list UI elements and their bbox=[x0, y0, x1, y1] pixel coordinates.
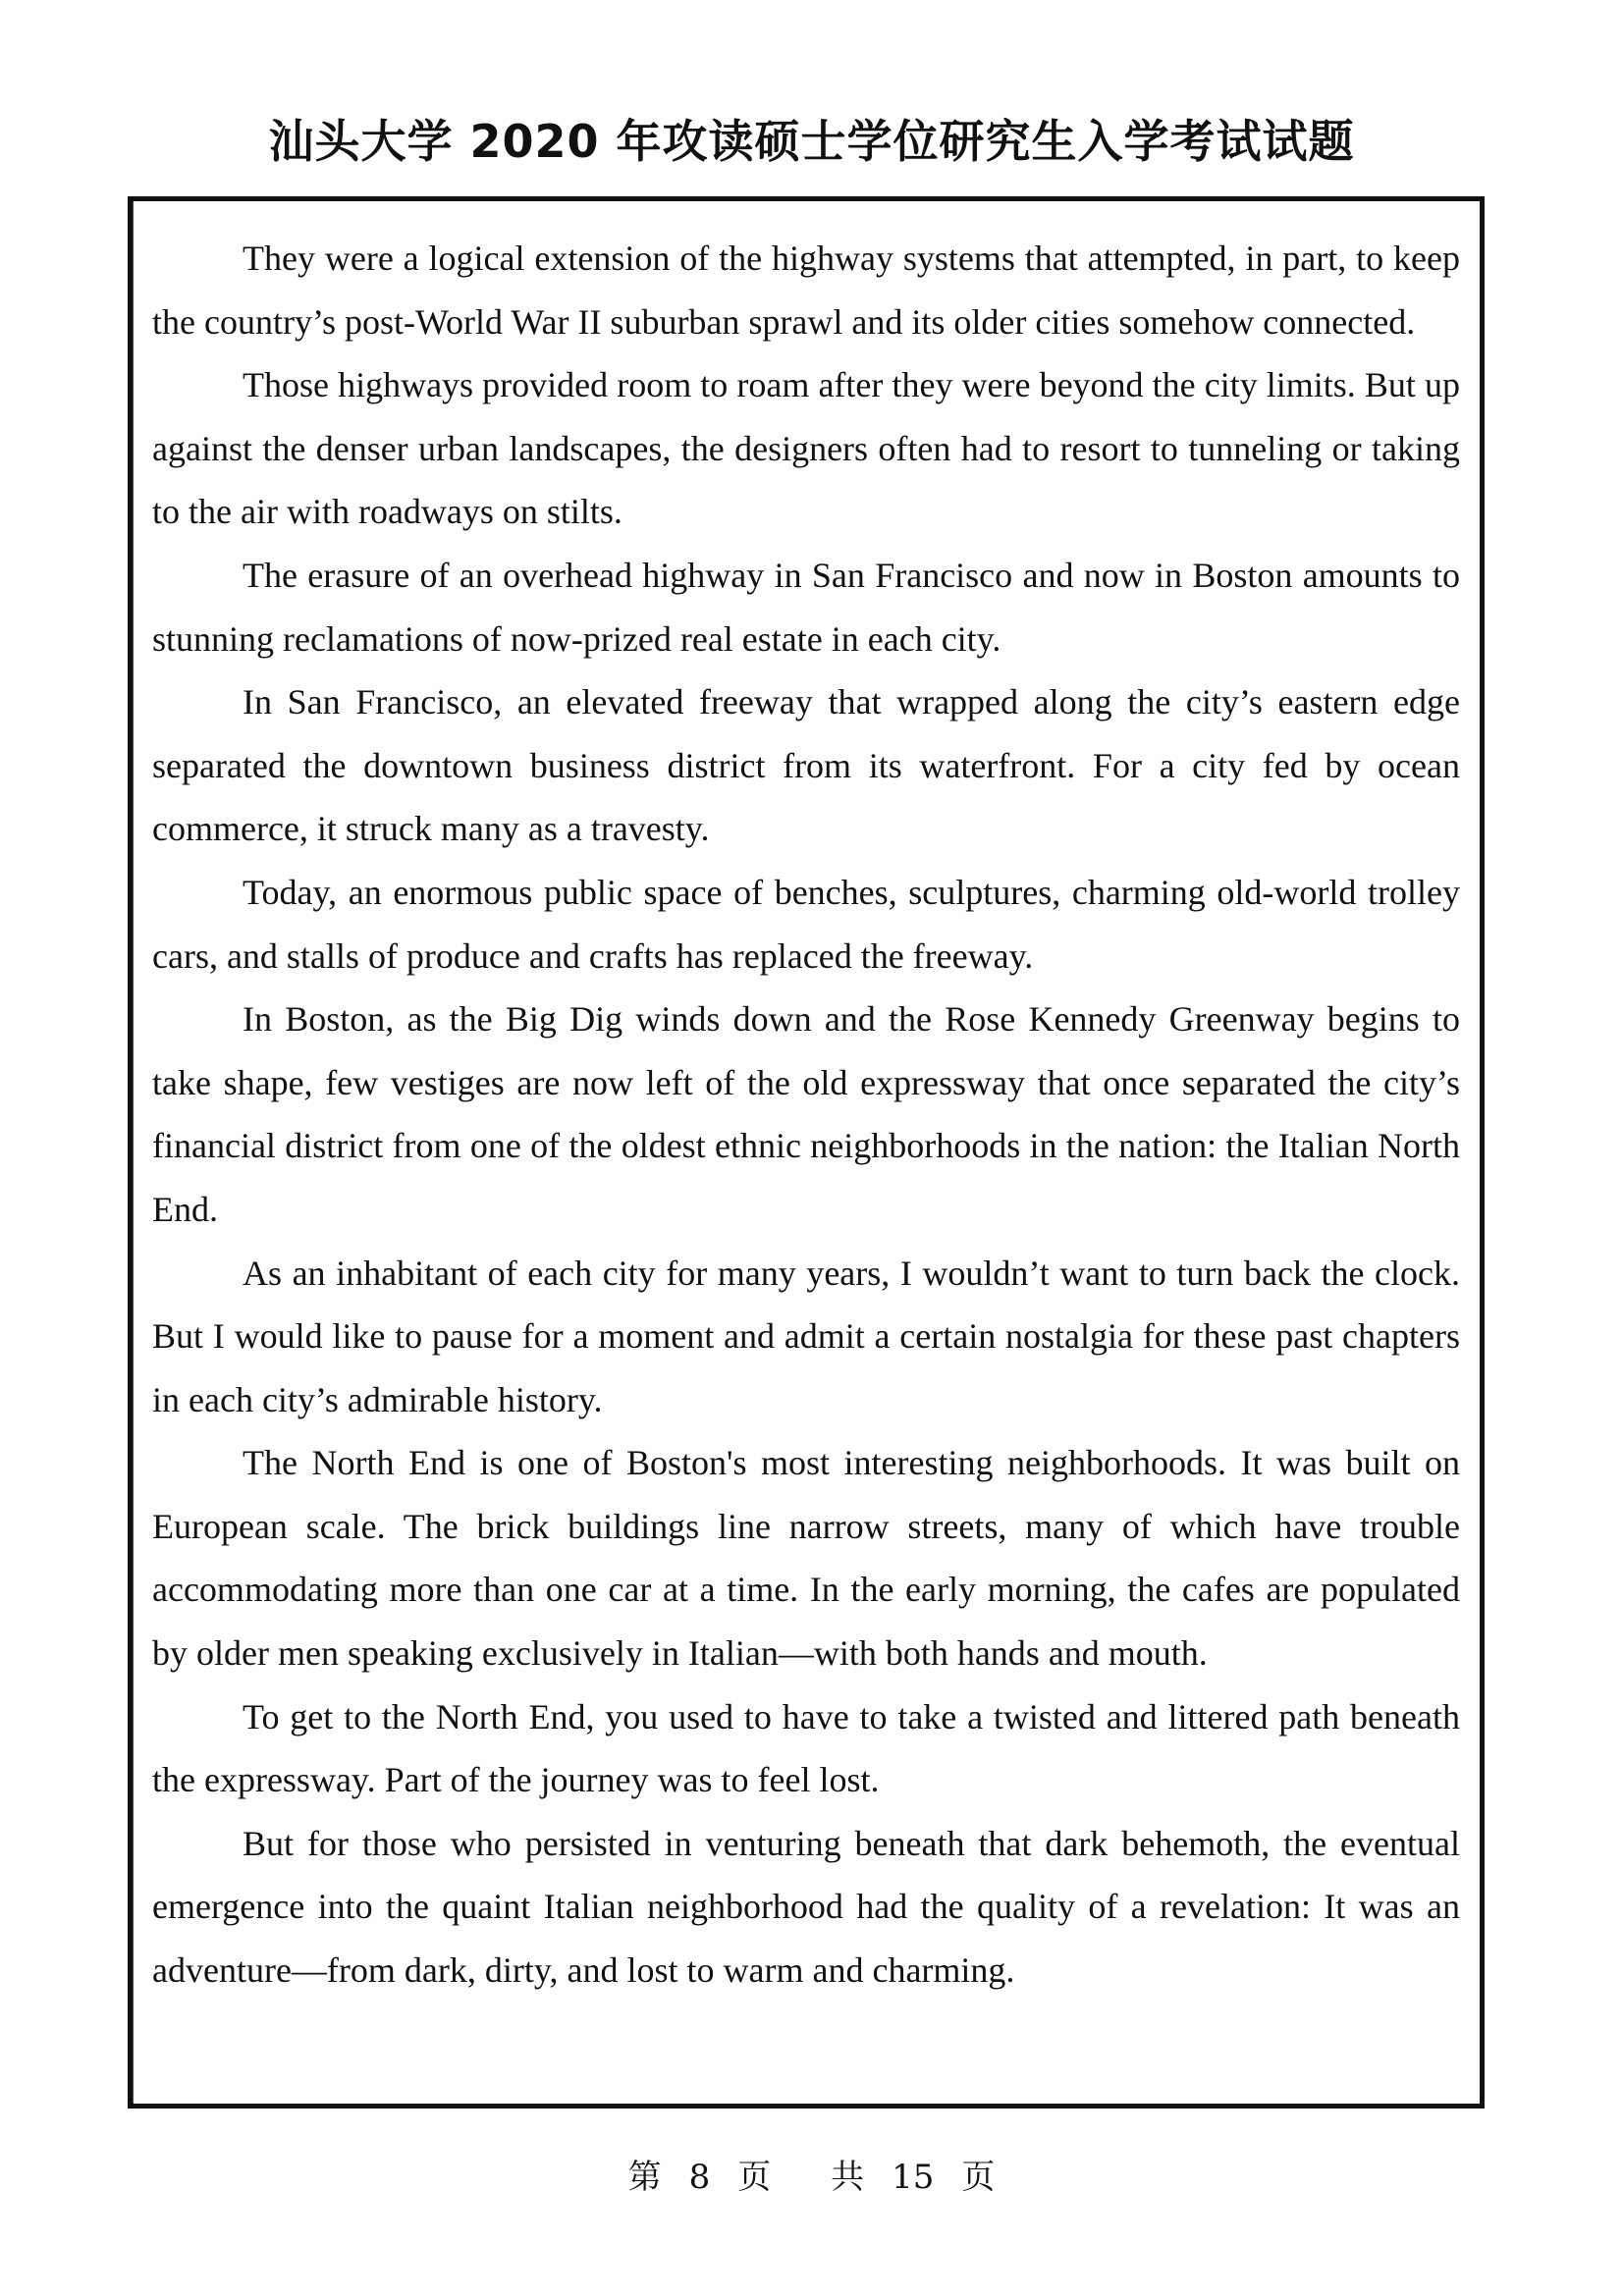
passage-paragraph-3: The erasure of an overhead highway in San Francisco and now in Boston amounts to stunning reclamations of now-prized real estate in each city. bbox=[152, 555, 1460, 659]
passage-paragraph-10: But for those who persisted in venturing beneath that dark behemoth, the eventual emergence into the quaint Italian neighborhood had the quality of a revelation: It was an adventure—from dark, dirty, and lost to warm and charming. bbox=[152, 1823, 1460, 1991]
passage-paragraph-1: They were a logical extension of the highway systems that attempted, in part, to keep the country’s post-World War II suburban sprawl and its older cities somehow connected. bbox=[152, 239, 1460, 342]
total-label-prefix: 共 bbox=[831, 2158, 865, 2197]
passage-paragraph-5: Today, an enormous public space of benches, sculptures, charming old-world trolley cars, and stalls of produce and crafts has replaced the freeway. bbox=[152, 872, 1460, 976]
total-pages: 15 bbox=[892, 2158, 935, 2197]
passage-paragraph-4: In San Francisco, an elevated freeway that wrapped along the city’s eastern edge separated the downtown business district from its waterfront. For a city fed by ocean commerce, it struck many as a travesty. bbox=[152, 682, 1460, 849]
passage-paragraph-6: In Boston, as the Big Dig winds down and the Rose Kennedy Greenway begins to take shape, few vestiges are now left of the old expressway that once separated the city’s financial district from one of the oldest ethnic neighborhoods in the nation: the Italian North End. bbox=[152, 999, 1460, 1229]
passage-box bbox=[128, 196, 1485, 2109]
page-label-prefix: 第 bbox=[627, 2158, 662, 2197]
passage-paragraph-2: Those highways provided room to roam after they were beyond the city limits. But up against the denser urban landscapes, the designers often had to resort to tunneling or taking to the air with roadways on stilts. bbox=[152, 365, 1460, 532]
passage-paragraph-8: The North End is one of Boston's most interesting neighborhoods. It was built on European scale. The brick buildings line narrow streets, many of which have trouble accommodating more than one car at a time. In the early morning, the cafes are populated by older men speaking exclusively in Italian—with both hands and mouth. bbox=[152, 1443, 1460, 1674]
passage-paragraph-9: To get to the North End, you used to have to take a twisted and littered path beneath the expressway. Part of the journey was to feel lost. bbox=[152, 1696, 1460, 1800]
page-label-suffix: 页 bbox=[737, 2158, 772, 2197]
page-number: 8 bbox=[688, 2158, 711, 2197]
total-label-suffix: 页 bbox=[961, 2158, 996, 2197]
page-footer bbox=[0, 2150, 1623, 2198]
exam-title: 汕头大学 2020 年攻读硕士学位研究生入学考试试题 bbox=[268, 115, 1355, 168]
passage-paragraph-7: As an inhabitant of each city for many years, I wouldn’t want to turn back the clock. But I would like to pause for a moment and admit a certain nostalgia for these past chapters in each city’s admirable history. bbox=[152, 1253, 1460, 1419]
